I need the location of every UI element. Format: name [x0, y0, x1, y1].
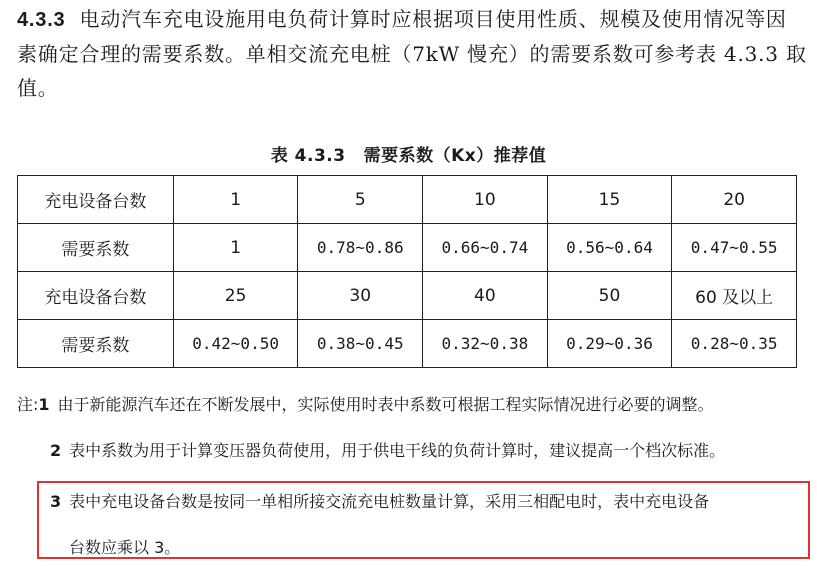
- row-header-device-count: 充电设备台数: [18, 272, 174, 320]
- note-text: 表中系数为用于计算变压器负荷使用，用于供电干线的负荷计算时，建议提高一个档次标准。: [69, 441, 726, 460]
- paragraph-line-1: [17, 2, 807, 37]
- notes-prefix: 注:: [17, 395, 39, 414]
- table-cell: 60 及以上: [672, 272, 797, 320]
- table-caption-title: 需要系数（Kx）推荐值: [363, 146, 547, 166]
- table-cell: 50: [547, 272, 672, 320]
- table-caption: [0, 141, 817, 166]
- table-cell: 0.29~0.36: [547, 320, 672, 368]
- note-number: 1: [38, 395, 50, 414]
- note-text-line-2: 台数应乘以 3。: [69, 538, 181, 557]
- table-row: [18, 320, 797, 368]
- table-row: [18, 272, 797, 320]
- table-cell: 5: [298, 176, 423, 224]
- table-caption-number: 表 4.3.3: [270, 146, 346, 166]
- table-cell: 0.78~0.86: [298, 224, 423, 272]
- note-text-line-1: 表中充电设备台数是按同一单相所接交流充电桩数量计算，采用三相配电时，表中充电设备: [69, 492, 710, 511]
- table-cell: 10: [423, 176, 548, 224]
- note-text: 由于新能源汽车还在不断发展中，实际使用时表中系数可根据工程实际情况进行必要的调整。: [57, 395, 714, 414]
- row-header-demand-factor: 需要系数: [18, 320, 174, 368]
- note-number: 2: [50, 441, 62, 460]
- paragraph-text-1: 电动汽车充电设施用电负荷计算时应根据项目使用性质、规模及使用情况等因: [79, 7, 787, 31]
- section-number: 4.3.3: [17, 9, 66, 31]
- table-cell: 0.66~0.74: [423, 224, 548, 272]
- table-cell: 0.42~0.50: [173, 320, 298, 368]
- table-cell: 40: [423, 272, 548, 320]
- row-header-device-count: 充电设备台数: [18, 176, 174, 224]
- red-highlight-box: [37, 481, 810, 559]
- table-row: [18, 176, 797, 224]
- note-1: [17, 392, 714, 415]
- paragraph-line-2: 素确定合理的需要系数。单相交流充电桩（7kW 慢充）的需要系数可参考表 4.3.3 取: [17, 42, 807, 66]
- table-cell: 30: [298, 272, 423, 320]
- table-cell: 1: [173, 176, 298, 224]
- table-cell: 15: [547, 176, 672, 224]
- table-cell: 20: [672, 176, 797, 224]
- table-row: [18, 224, 797, 272]
- demand-factor-table: [17, 175, 797, 368]
- table-cell: 0.28~0.35: [672, 320, 797, 368]
- note-2: [50, 438, 725, 461]
- paragraph-line-3: 值。: [17, 76, 59, 100]
- table-cell: 1: [173, 224, 298, 272]
- section-paragraph: [17, 2, 807, 105]
- table-cell: 0.47~0.55: [672, 224, 797, 272]
- row-header-demand-factor: 需要系数: [18, 224, 174, 272]
- table-cell: 0.38~0.45: [298, 320, 423, 368]
- note-number: 3: [50, 492, 62, 511]
- table-cell: 0.32~0.38: [423, 320, 548, 368]
- table-cell: 0.56~0.64: [547, 224, 672, 272]
- table-cell: 25: [173, 272, 298, 320]
